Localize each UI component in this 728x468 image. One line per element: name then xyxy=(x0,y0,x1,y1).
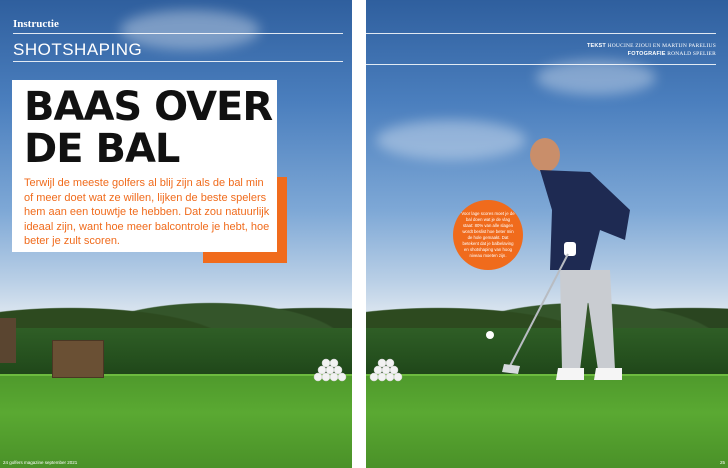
credit-text-value: HOUCINE ZIOUI EN MARTIJN PARELIUS xyxy=(607,43,716,49)
golfer-shoe-right xyxy=(594,368,622,380)
headline-line-1: BAAS OVER xyxy=(24,84,273,130)
folio-right: 25 xyxy=(719,460,725,465)
credit-photo-value: RONALD SPELIER xyxy=(667,51,716,57)
golfer-shoe-left xyxy=(556,368,584,380)
credits-rule xyxy=(366,64,716,65)
golfer-trousers xyxy=(560,270,615,370)
section-title: SHOTSHAPING xyxy=(13,40,143,59)
credit-text-label: TEKST xyxy=(586,43,606,49)
golf-ball-in-flight xyxy=(486,331,494,339)
callout-bubble xyxy=(453,200,523,270)
folio-left: 24 golfers magazine september 2021 xyxy=(3,460,78,465)
spread-gutter xyxy=(352,0,366,468)
golf-club-head xyxy=(502,364,520,374)
kicker-rule xyxy=(13,33,343,34)
golf-club-shaft xyxy=(510,254,568,366)
golfer-glove xyxy=(564,242,576,256)
section-kicker: Instructie xyxy=(13,18,59,30)
left-page xyxy=(0,0,352,468)
headline xyxy=(24,86,272,170)
headline-line-2: DE BAL xyxy=(24,126,180,172)
golfer-sweater xyxy=(540,170,630,270)
golf-cart xyxy=(0,318,16,363)
credit-text xyxy=(587,42,716,50)
section-rule xyxy=(13,61,343,62)
grass xyxy=(0,376,352,468)
golf-balls-pyramid xyxy=(310,355,406,383)
credit-photo xyxy=(587,50,716,58)
cloud xyxy=(536,60,656,95)
golfer-head xyxy=(530,138,560,172)
photo-credits xyxy=(587,42,716,58)
header-rule xyxy=(366,33,716,34)
headline-card xyxy=(12,80,277,252)
credit-photo-label: FOTOGRAFIE xyxy=(627,51,666,57)
lede-paragraph: Terwijl de meeste golfers al blij zijn als de bal min of meer doet wat ze willen, lijken de beste spelers hem aan een touwtje te hebben. Dat zou natuurlijk ideaal zijn, want hoe meer balcontrole je hebt, hoe beter je zult scoren. xyxy=(24,177,270,247)
callout-text: Voor lage scores moet je de bal doen wat je de vlag staat: 80% van alle slagen wordt beslist hoe beter min de hole gemaakt. Dat betekent dat je balbelaving en shotshaping van hoog niveau moeten zijn. xyxy=(461,211,515,258)
range-bench xyxy=(52,340,104,378)
